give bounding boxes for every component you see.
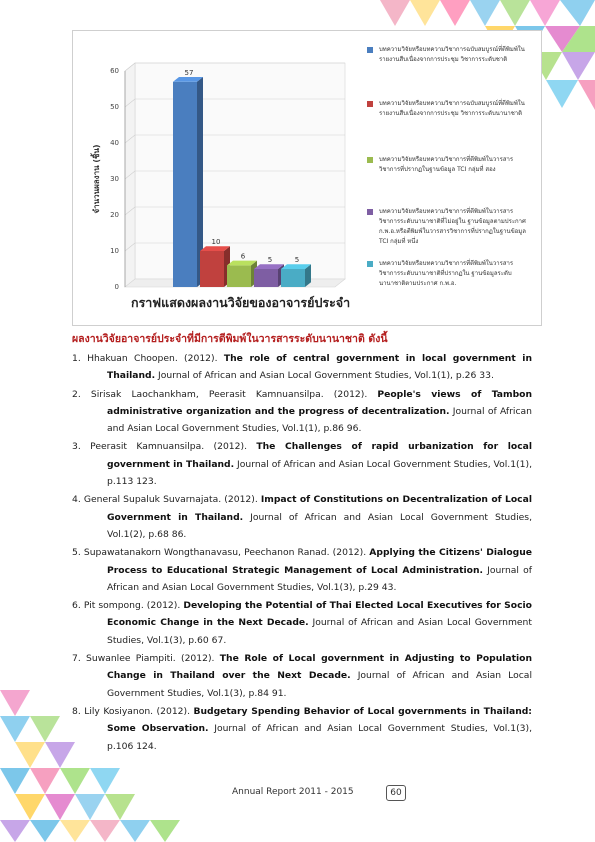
y-tick-label: 0 bbox=[114, 283, 119, 291]
reference-list bbox=[72, 350, 532, 756]
reference-authors: 2. Sirisak Laochankham, Peerasit Kamnuansilpa. (2012). bbox=[72, 388, 378, 400]
y-tick-label: 40 bbox=[110, 139, 119, 147]
reference-authors: 7. Suwanlee Piampiti. (2012). bbox=[72, 653, 220, 665]
legend-swatch bbox=[367, 101, 373, 107]
chart-title: กราฟแสดงผลงานวิจัยของอาจารย์ประจำ bbox=[131, 295, 351, 310]
y-tick-label: 20 bbox=[110, 211, 119, 219]
reference-authors: 5. Supawatanakorn Wongthanavasu, Peechanon Ranad. (2012). bbox=[72, 547, 370, 559]
reference-title: The role of central government in local government in Thailand. bbox=[107, 353, 532, 382]
bar-front bbox=[281, 269, 305, 287]
reference-title: People's views of Tambon administrative organization and the progress of decentralization. bbox=[107, 388, 532, 417]
bar-front bbox=[200, 251, 224, 287]
reference-authors: 8. Lily Kosiyanon. (2012). bbox=[72, 705, 194, 717]
section-heading: ผลงานวิจัยอาจารย์ประจำที่มีการตีพิมพ์ในวารสารระดับนานาชาติ ดังนี้ bbox=[72, 333, 388, 345]
legend-label: บทความวิจัยหรือบทความวิชาการที่ตีพิมพ์ในวารสารวิชาการระดับนานาชาติที่ไม่อยู่ใน ฐานข้อมูลตามประกาศ ก.พ.อ.หรือตีพิมพ์ในวารสารวิชาการที่ปรากฏในฐานข้อมูล TCI กลุ่มที่ หนึ่ง bbox=[379, 208, 526, 245]
legend-swatch bbox=[367, 157, 373, 163]
reference-source: Journal of African and Asian Local Government Studies, Vol.1(1), p.113 123. bbox=[107, 458, 532, 488]
data-label: 5 bbox=[267, 256, 273, 265]
reference-item bbox=[72, 438, 532, 490]
y-tick-label: 30 bbox=[110, 175, 119, 183]
reference-title: Budgetary Spending Behavior of Local governments in Thailand: Some Observation. bbox=[107, 705, 532, 735]
reference-item bbox=[72, 350, 532, 385]
reference-source: Journal of African and Asian Local Government Studies, Vol.1(3), p.60 67. bbox=[107, 617, 532, 646]
reference-item bbox=[72, 544, 532, 596]
reference-title: Impact of Constitutions on Decentralization of Local Government in Thailand. bbox=[107, 494, 532, 523]
legend-label: บทความวิจัยหรือบทความวิชาการที่ตีพิมพ์ในวารสารวิชาการระดับนานาชาติที่ปรากฏใน ฐานข้อมูลระดับนานาชาติตามประกาศ ก.พ.อ. bbox=[379, 260, 514, 287]
footer-text: Annual Report 2011 - 2015 bbox=[232, 787, 354, 797]
reference-source: Journal of African and Asian Local Government Studies, Vol.1(1), p.86 96. bbox=[107, 405, 532, 435]
data-label: 10 bbox=[211, 238, 221, 247]
reference-source: Journal of African and Asian Local Government Studies, Vol.1(3), p.29 43. bbox=[107, 564, 532, 593]
legend-label: บทความวิจัยหรือบทความวิชาการที่ตีพิมพ์ในวารสารวิชาการที่ปรากฏในฐานข้อมูล TCI กลุ่มที่ สอง bbox=[379, 156, 514, 173]
legend-label: บทความวิจัยหรือบทความวิชาการฉบับสมบูรณ์ที่ตีพิมพ์ในรายงานสืบเนื่องจากการประชุม วิชาการระดับชาติ bbox=[379, 46, 525, 63]
y-tick-label: 60 bbox=[110, 67, 119, 75]
reference-authors: 6. Pit sompong. (2012). bbox=[72, 600, 184, 612]
reference-item bbox=[72, 597, 532, 649]
reference-authors: 4. General Supaluk Suvarnajata. (2012). bbox=[72, 494, 261, 506]
data-label: 5 bbox=[294, 256, 300, 265]
reference-source: Journal of African and Asian Local Government Studies, Vol.1(3), p.84 91. bbox=[107, 670, 532, 699]
reference-authors: 3. Peerasit Kamnuansilpa. (2012). bbox=[72, 441, 257, 453]
reference-authors: 1. Hhakuan Choopen. (2012). bbox=[72, 353, 224, 364]
reference-source: Journal of African and Asian Local Government Studies, Vol.1(3), p.106 124. bbox=[107, 723, 533, 752]
legend-swatch bbox=[367, 261, 373, 267]
legend-swatch bbox=[367, 47, 373, 53]
reference-item bbox=[72, 386, 532, 438]
bar-front bbox=[173, 82, 197, 287]
y-tick-label: 10 bbox=[110, 247, 119, 255]
reference-title: The Role of Local government in Adjusting to Population Change in Thailand over the Next Decade. bbox=[107, 653, 533, 682]
reference-item bbox=[72, 491, 532, 543]
page-number: 60 bbox=[386, 785, 406, 801]
legend-swatch bbox=[367, 209, 373, 215]
reference-source: Journal of African and Asian Local Government Studies, Vol.1(1), p.26 33. bbox=[155, 370, 494, 382]
bar-front bbox=[254, 269, 278, 287]
legend-label: บทความวิจัยหรือบทความวิชาการฉบับสมบูรณ์ที่ตีพิมพ์ในรายงานสืบเนื่องจากการประชุม วิชาการระดับนานาชาติ bbox=[379, 100, 525, 117]
reference-title: Applying the Citizens' Dialogue Process to Educational Strategic Management of Local Administration. bbox=[107, 547, 532, 576]
y-axis-label: จำนวนผลงาน (ชิ้น) bbox=[92, 144, 101, 214]
y-tick-label: 50 bbox=[110, 103, 119, 111]
data-label: 6 bbox=[240, 252, 246, 261]
reference-source: Journal of African and Asian Local Government Studies, Vol.1(2), p.68 86. bbox=[107, 511, 532, 540]
reference-title: The Challenges of rapid urbanization for local government in Thailand. bbox=[107, 441, 532, 470]
bar-front bbox=[227, 265, 251, 287]
reference-item bbox=[72, 650, 532, 702]
data-label: 57 bbox=[184, 69, 194, 77]
chart-panel bbox=[72, 30, 542, 326]
reference-title: Developing the Potential of Thai Elected Local Executives for Socio Economic Change in the Next Decade. bbox=[107, 600, 532, 629]
reference-item bbox=[72, 703, 532, 755]
